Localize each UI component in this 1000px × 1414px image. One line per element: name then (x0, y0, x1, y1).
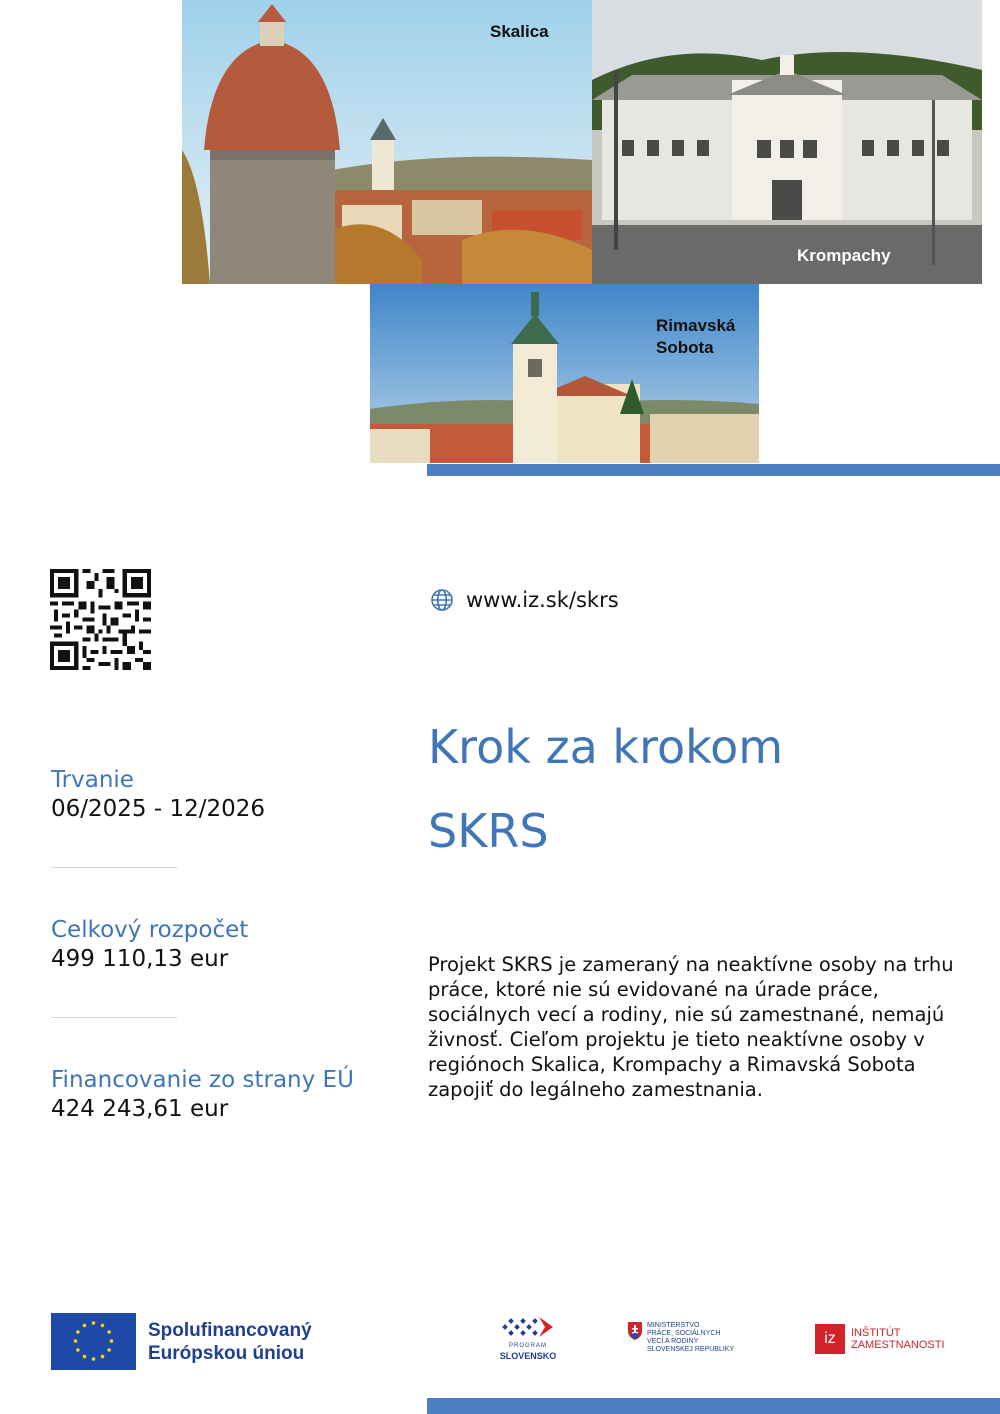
photo-rimavska (370, 284, 759, 463)
ministry-line-4: SLOVENSKEJ REPUBLIKY (647, 1346, 735, 1353)
program-text: PROGRAM (508, 1343, 547, 1349)
program-slovensko-mark-icon (497, 1313, 559, 1343)
top-accent-bar (427, 464, 1000, 476)
budget-value: 499 110,13 eur (51, 946, 229, 972)
eu-text-line-1: Spolufinancovaný (148, 1319, 312, 1341)
slovensko-text: SLOVENSKO (499, 1351, 557, 1361)
program-slovensko-logo (497, 1313, 559, 1365)
duration-label: Trvanie (51, 767, 134, 793)
duration-value: 06/2025 - 12/2026 (51, 796, 266, 822)
iz-text-line-2: ZAMESTNANOSTI (851, 1339, 945, 1351)
photo-krompachy (592, 0, 982, 284)
ministry-line-2: PRÁCE, SOCIÁLNYCH (647, 1330, 721, 1337)
iz-text-line-1: INŠTITÚT (851, 1327, 901, 1339)
title-line-2: SKRS (428, 804, 549, 858)
photo-label-rimavska: Rimavská Sobota (656, 316, 736, 357)
eu-funding-value: 424 243,61 eur (51, 1096, 229, 1122)
info-divider (51, 1017, 177, 1018)
eu-text-line-2: Európskou úniou (148, 1342, 305, 1364)
project-description: Projekt SKRS je zameraný na neaktívne osoby na trhu práce, ktoré nie sú evidované na úrade práce, sociálnych vecí a rodiny, nie sú zamestnané, nemajú živnosť. Cieľom projektu je tieto neaktívne osoby v regiónoch Skalica, Krompachy a Rimavská Sobota zapojiť do legálneho zamestnania. (428, 953, 954, 1101)
website-link[interactable] (430, 588, 619, 612)
photo-label-skalica: Skalica (490, 22, 549, 41)
title-line-1: Krok za krokom (428, 720, 784, 774)
ministry-logo (628, 1322, 747, 1354)
website-url[interactable]: www.iz.sk/skrs (466, 588, 619, 612)
photo-label-krompachy: Krompachy (797, 246, 891, 265)
iz-mark: iz (815, 1324, 845, 1354)
info-divider (51, 867, 177, 868)
ministry-line-1: MINISTERSTVO (647, 1322, 700, 1329)
globe-icon (430, 588, 454, 612)
qr-code (50, 569, 151, 670)
photo-skalica (182, 0, 592, 284)
institut-zamestnanosti-logo (815, 1324, 945, 1354)
slovak-coat-of-arms-icon (628, 1322, 642, 1340)
bottom-accent-bar (427, 1398, 1000, 1414)
ministry-line-3: VECÍ A RODINY (647, 1338, 699, 1345)
eu-cofunded-logo (51, 1313, 312, 1370)
eu-funding-label: Financovanie zo strany EÚ (51, 1067, 354, 1093)
eu-flag-icon (51, 1313, 136, 1370)
budget-label: Celkový rozpočet (51, 917, 249, 943)
